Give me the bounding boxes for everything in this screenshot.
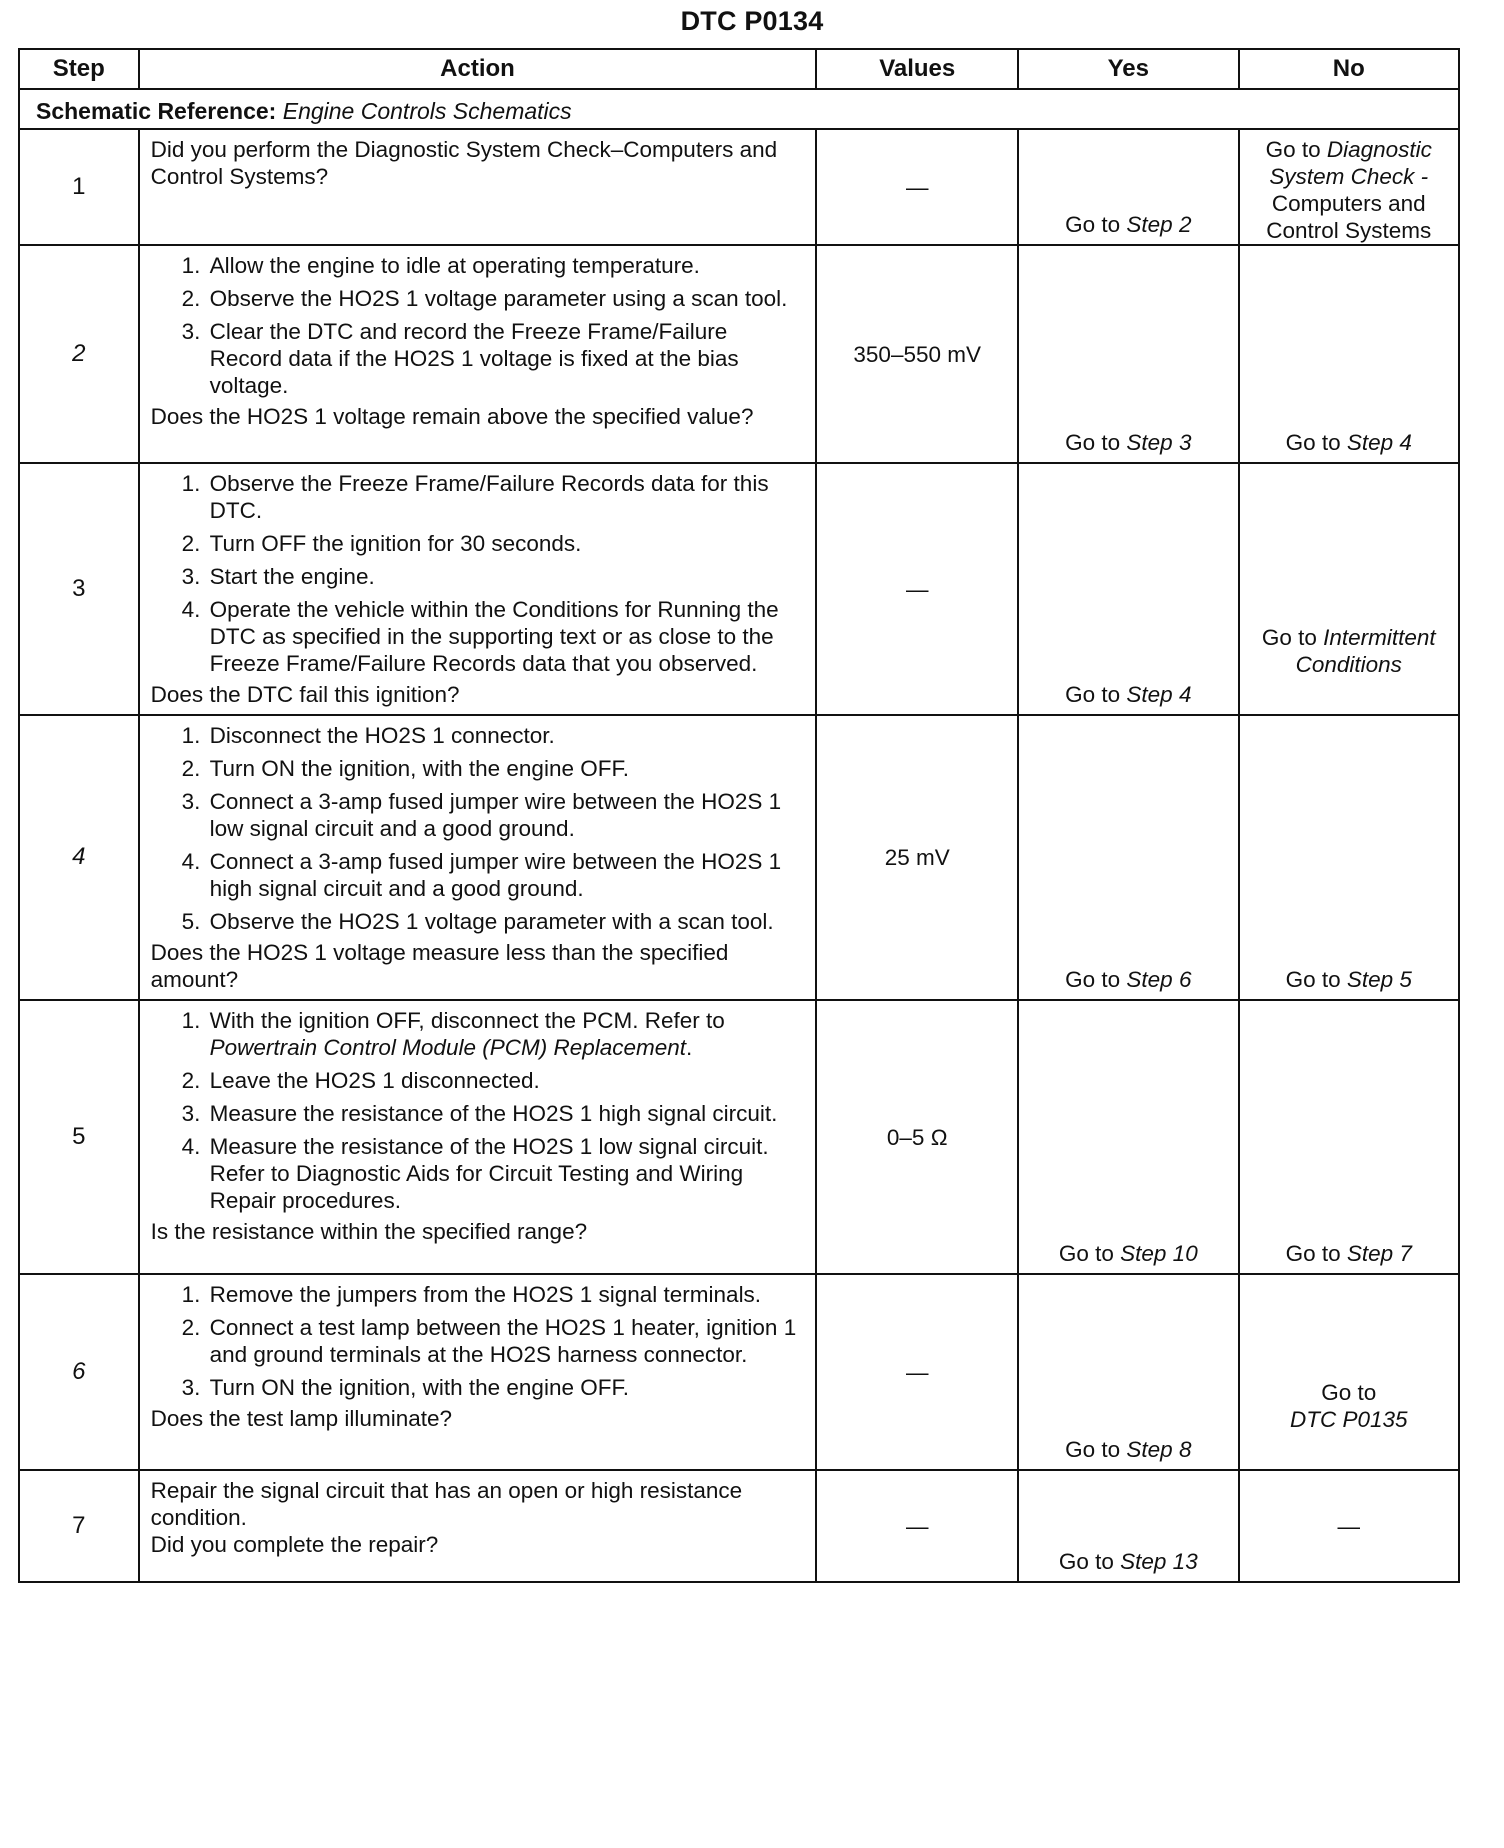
no-link[interactable]: Step 7 [1346,1241,1412,1266]
list-item: 3. Start the engine. [207,563,804,590]
schematic-reference-label: Schematic Reference: [36,98,277,124]
action-intro: Repair the signal circuit that has an open or high resistance condition. [150,1478,743,1530]
action-list [151,1007,804,1218]
yes-prefix: Go to [1065,682,1127,707]
yes-cell [1018,129,1238,245]
action-list [151,1281,804,1405]
list-item: 3. Clear the DTC and record the Freeze Frame/Failure Record data if the HO2S 1 voltage is fixed at the bias voltage. [207,318,804,399]
pcm-replacement-link[interactable]: Powertrain Control Module (PCM) Replacement [209,1035,687,1060]
step-number: 2 [19,245,139,463]
list-item: 5. Observe the HO2S 1 voltage parameter with a scan tool. [207,908,804,935]
table-row [19,715,1459,1000]
no-prefix: Go to [1285,967,1347,992]
no-prefix: Go to [1285,1241,1347,1266]
values-cell: 25 mV [816,715,1018,1000]
header-yes: Yes [1018,49,1238,89]
no-cell [1239,129,1459,245]
header-step: Step [19,49,139,89]
yes-cell [1018,1000,1238,1274]
action-question: Does the test lamp illuminate? [150,1406,452,1431]
action-list [151,722,804,939]
yes-link[interactable]: Step 6 [1126,967,1192,992]
header-values: Values [816,49,1018,89]
list-item: 1. Allow the engine to idle at operating temperature. [207,252,804,279]
header-no: No [1239,49,1459,89]
table-row [19,463,1459,715]
no-prefix: Go to [1261,625,1324,650]
yes-prefix: Go to [1065,967,1127,992]
no-cell [1239,245,1459,463]
yes-link[interactable]: Step 3 [1126,430,1192,455]
action-cell [139,1470,817,1582]
yes-prefix: Go to [1065,1437,1127,1462]
list-item: 2. Connect a test lamp between the HO2S 1 heater, ignition 1 and ground terminals at the HO2S harness connector. [207,1314,804,1368]
list-item: 1. Observe the Freeze Frame/Failure Records data for this DTC. [207,470,804,524]
step-number: 1 [19,129,139,245]
yes-link[interactable]: Step 8 [1126,1437,1192,1462]
no-prefix: Go to [1265,137,1327,162]
step-number: 7 [19,1470,139,1582]
list-item: 3. Connect a 3-amp fused jumper wire between the HO2S 1 low signal circuit and a good ground. [207,788,804,842]
list-item-text: With the ignition OFF, disconnect the PCM. Refer to [209,1008,725,1033]
no-cell [1239,1274,1459,1470]
yes-prefix: Go to [1058,1241,1121,1266]
yes-prefix: Go to [1058,1549,1121,1574]
schematic-reference-row [19,89,1459,129]
step-number: 4 [19,715,139,1000]
list-item: 1. Remove the jumpers from the HO2S 1 signal terminals. [207,1281,804,1308]
table-row [19,129,1459,245]
list-item: 4. Measure the resistance of the HO2S 1 low signal circuit. Refer to Diagnostic Aids for Circuit Testing and Wiring Repair procedures. [207,1133,804,1214]
yes-cell [1018,1470,1238,1582]
list-item [207,1007,804,1061]
action-cell [139,463,817,715]
table-row [19,1470,1459,1582]
action-list [151,470,804,681]
yes-link[interactable]: Step 4 [1126,682,1192,707]
list-item: 4. Connect a 3-amp fused jumper wire between the HO2S 1 high signal circuit and a good ground. [207,848,804,902]
no-suffix: Computers and Control Systems [1266,191,1432,243]
schematic-reference-link[interactable]: Engine Controls Schematics [282,98,572,124]
no-link[interactable]: Intermittent Conditions [1295,625,1436,677]
list-item: 2. Observe the HO2S 1 voltage parameter using a scan tool. [207,285,804,312]
yes-prefix: Go to [1065,430,1127,455]
list-item: 2. Turn OFF the ignition for 30 seconds. [207,530,804,557]
page-title: DTC P0134 [680,6,824,36]
yes-link[interactable]: Step 10 [1120,1241,1198,1266]
list-item: 2. Turn ON the ignition, with the engine OFF. [207,755,804,782]
no-cell: — [1239,1470,1459,1582]
schematic-reference [19,89,1459,129]
action-question: Did you complete the repair? [150,1532,439,1557]
yes-cell [1018,463,1238,715]
yes-link[interactable]: Step 2 [1126,212,1192,237]
no-prefix: Go to [1321,1380,1377,1405]
action-list [151,252,804,403]
step-number: 6 [19,1274,139,1470]
action-question: Is the resistance within the specified range? [150,1219,588,1244]
list-item: 3. Measure the resistance of the HO2S 1 high signal circuit. [207,1100,804,1127]
no-cell [1239,715,1459,1000]
no-link[interactable]: Step 5 [1346,967,1412,992]
table-row [19,1000,1459,1274]
action-cell [139,1000,817,1274]
action-cell [139,129,817,245]
yes-link[interactable]: Step 13 [1120,1549,1198,1574]
yes-prefix: Go to [1065,212,1127,237]
values-cell: — [816,1470,1018,1582]
step-number: 3 [19,463,139,715]
no-link[interactable]: Diagnostic System Check - [1269,137,1432,189]
action-question: Does the HO2S 1 voltage measure less than the specified amount? [150,940,729,992]
list-item: 4. Operate the vehicle within the Conditions for Running the DTC as specified in the supporting text or as close to the Freeze Frame/Failure Records data that you observed. [207,596,804,677]
action-intro: Did you perform the Diagnostic System Check–Computers and Control Systems? [150,137,778,189]
yes-cell [1018,1274,1238,1470]
list-item: 3. Turn ON the ignition, with the engine OFF. [207,1374,804,1401]
list-item: 1. Disconnect the HO2S 1 connector. [207,722,804,749]
diagnostic-table [18,48,1460,1583]
header-row [19,49,1459,89]
values-cell: — [816,1274,1018,1470]
no-link[interactable]: Step 4 [1346,430,1412,455]
action-cell [139,245,817,463]
no-cell [1239,463,1459,715]
values-cell: 0–5 Ω [816,1000,1018,1274]
yes-cell [1018,245,1238,463]
table-row [19,1274,1459,1470]
list-item-end: . [686,1035,693,1060]
table-row [19,245,1459,463]
no-cell [1239,1000,1459,1274]
action-question: Does the DTC fail this ignition? [150,682,460,707]
action-cell [139,1274,817,1470]
no-prefix: Go to [1285,430,1347,455]
action-cell [139,715,817,1000]
values-cell: — [816,463,1018,715]
values-cell: — [816,129,1018,245]
step-number: 5 [19,1000,139,1274]
action-question: Does the HO2S 1 voltage remain above the specified value? [150,404,754,429]
list-item: 2. Leave the HO2S 1 disconnected. [207,1067,804,1094]
no-link[interactable]: DTC P0135 [1289,1407,1408,1432]
values-cell: 350–550 mV [816,245,1018,463]
header-action: Action [139,49,817,89]
yes-cell [1018,715,1238,1000]
